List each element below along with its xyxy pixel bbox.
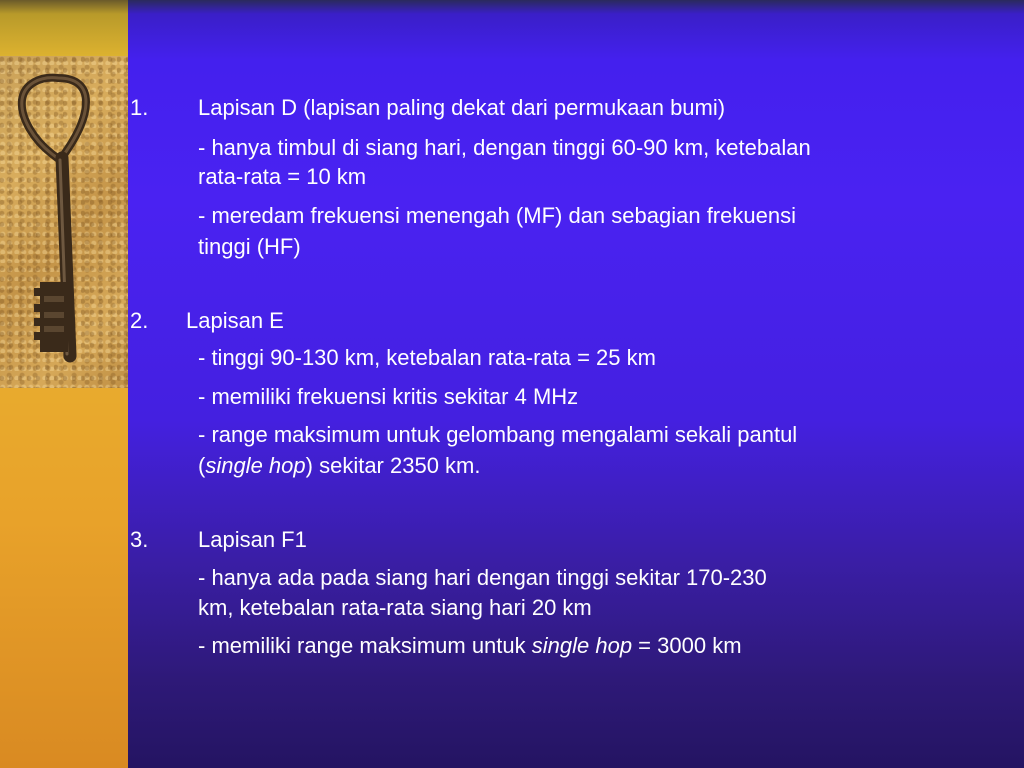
item-2-point-3-line-2	[198, 452, 480, 480]
item-3-point-2-em: single hop	[531, 633, 633, 658]
item-2-point-3-post: ) sekitar 2350 km.	[305, 453, 481, 478]
item-1-title: Lapisan D (lapisan paling dekat dari permukaan bumi)	[198, 95, 726, 120]
item-1-point-1-line-1: - hanya timbul di siang hari, dengan tinggi 60-90 km, ketebalan	[198, 135, 811, 160]
item-3-title: Lapisan F1	[198, 527, 307, 552]
item-3-point-1-line-1: - hanya ada pada siang hari dengan tinggi sekitar 170-230	[198, 565, 767, 590]
item-2-number: 2.	[130, 308, 149, 333]
item-3-point-2-post: = 3000 km	[632, 633, 742, 658]
item-2-point-3-pre: (	[198, 453, 206, 478]
item-3-number: 3.	[130, 527, 149, 552]
item-2-point-1: - tinggi 90-130 km, ketebalan rata-rata = 25 km	[198, 345, 656, 370]
item-1-number: 1.	[130, 95, 149, 120]
item-2-point-2: - memiliki frekuensi kritis sekitar 4 MHz	[198, 384, 579, 409]
item-2-point-3-line-1: - range maksimum untuk gelombang mengalami sekali pantul	[198, 422, 798, 447]
item-3-point-2	[198, 632, 742, 660]
item-3-point-2-pre: - memiliki range maksimum untuk	[198, 633, 532, 658]
item-2-point-3-em: single hop	[205, 453, 306, 478]
item-1-point-1-line-2: rata-rata = 10 km	[198, 164, 367, 189]
item-1-point-2-line-1: - meredam frekuensi menengah (MF) dan sebagian frekuensi	[198, 203, 796, 228]
item-1-point-2-line-2: tinggi (HF)	[198, 234, 301, 259]
item-3-point-1-line-2: km, ketebalan rata-rata siang hari 20 km	[198, 595, 592, 620]
item-2-title: Lapisan E	[186, 308, 284, 333]
